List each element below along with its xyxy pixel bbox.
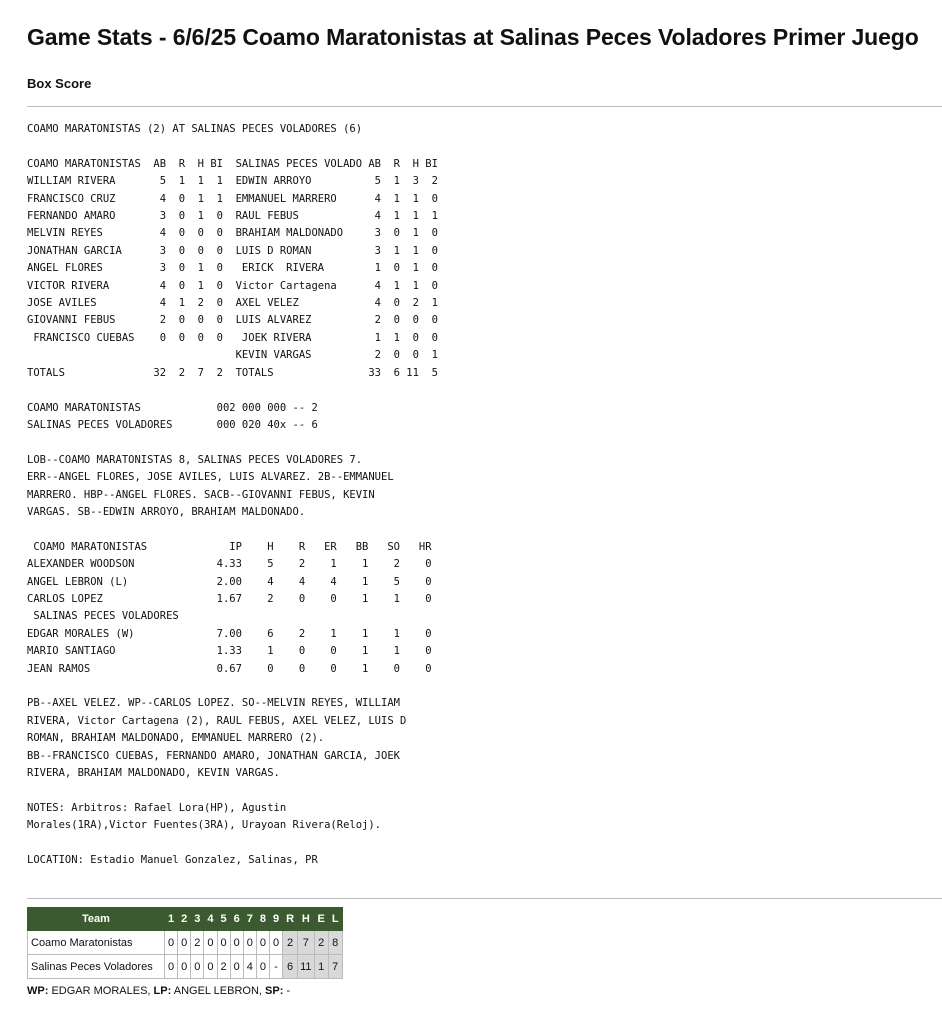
inning-score: 2 [217,955,230,979]
linescore-header-row [28,908,343,931]
sp-label: SP: [265,985,284,997]
linescore-team-name: Coamo Maratonistas [28,931,165,955]
box-score-line: JEAN RAMOS 0.67 0 0 0 1 0 0 [27,662,432,675]
linescore-col-header: 5 [217,908,230,931]
inning-score: 0 [204,955,217,979]
save-pitcher: - [286,985,291,997]
box-score-line: SALINAS PECES VOLADORES 000 020 40x -- 6 [27,418,318,431]
box-score-line: JOSE AVILES 4 1 2 0 AXEL VELEZ 4 0 2 1 [27,297,438,310]
linescore-col-header: 7 [243,908,256,931]
box-score-line: COAMO MARATONISTAS 002 000 000 -- 2 [27,401,318,414]
inning-score: 0 [230,955,243,979]
linescore-col-header: 8 [256,908,269,931]
box-score-line: VICTOR RIVERA 4 0 1 0 Victor Cartagena 4 1 1 0 [27,279,438,292]
page-title: Game Stats - 6/6/25 Coamo Maratonistas at Salinas Peces Voladores Primer Juego [27,24,919,50]
box-score-line: ROMAN, BRAHIAM MALDONADO, EMMANUEL MARRERO (2). [27,732,325,745]
linescore-col-header: H [298,908,314,931]
box-score-line: Morales(1RA),Victor Fuentes(3RA), Urayoan Rivera(Reloj). [27,819,382,832]
box-score-text [27,121,438,869]
box-score-line: WILLIAM RIVERA 5 1 1 1 EDWIN ARROYO 5 1 3 2 [27,175,438,188]
box-score-line: ALEXANDER WOODSON 4.33 5 2 1 1 2 0 [27,558,432,571]
inning-score: 4 [243,955,256,979]
box-score-line: BB--FRANCISCO CUEBAS, FERNANDO AMARO, JONATHAN GARCIA, JOEK [27,749,400,762]
box-score-line: CARLOS LOPEZ 1.67 2 0 0 1 1 0 [27,592,432,605]
left-on-base-total: 7 [328,955,342,979]
box-score-line: JONATHAN GARCIA 3 0 0 0 LUIS D ROMAN 3 1 1 0 [27,244,438,257]
linescore-col-header: L [328,908,342,931]
box-score-line: ANGEL LEBRON (L) 2.00 4 4 4 1 5 0 [27,575,432,588]
inning-score: 0 [165,955,178,979]
hits-total: 7 [298,931,314,955]
linescore-col-header: 9 [270,908,283,931]
runs-total: 6 [283,955,298,979]
inning-score: 0 [243,931,256,955]
inning-score: 0 [270,931,283,955]
box-score-line: NOTES: Arbitros: Rafael Lora(HP), Agustin [27,801,287,814]
hits-total: 11 [298,955,314,979]
winning-pitcher: EDGAR MORALES [51,985,148,997]
box-score-line: LOCATION: Estadio Manuel Gonzalez, Salinas, PR [27,854,318,867]
inning-score: 0 [178,955,191,979]
linescore-col-header: R [283,908,298,931]
box-score-line: COAMO MARATONISTAS IP H R ER BB SO HR [27,540,432,553]
errors-total: 2 [314,931,328,955]
box-score-line: GIOVANNI FEBUS 2 0 0 0 LUIS ALVAREZ 2 0 0 0 [27,314,438,327]
pitching-decisions: WP: EDGAR MORALES, LP: ANGEL LEBRON, SP: - [27,985,291,997]
inning-score: 0 [178,931,191,955]
box-score-line: SALINAS PECES VOLADORES [27,610,179,623]
box-score-line: ERR--ANGEL FLORES, JOSE AVILES, LUIS ALVAREZ. 2B--EMMANUEL [27,471,394,484]
box-score-line: VARGAS. SB--EDWIN ARROYO, BRAHIAM MALDONADO. [27,505,306,518]
linescore-col-header: 3 [191,908,204,931]
inning-score: 0 [230,931,243,955]
inning-score: 0 [217,931,230,955]
box-score-line: FRANCISCO CUEBAS 0 0 0 0 JOEK RIVERA 1 1 0 0 [27,331,438,344]
box-score-line: FERNANDO AMARO 3 0 1 0 RAUL FEBUS 4 1 1 1 [27,210,438,223]
wp-label: WP: [27,985,49,997]
inning-score: 0 [191,955,204,979]
box-score-line: ANGEL FLORES 3 0 1 0 ERICK RIVERA 1 0 1 0 [27,262,438,275]
box-score-line: MELVIN REYES 4 0 0 0 BRAHIAM MALDONADO 3 0 1 0 [27,227,438,240]
box-score-line: FRANCISCO CRUZ 4 0 1 1 EMMANUEL MARRERO 4 1 1 0 [27,192,438,205]
errors-total: 1 [314,955,328,979]
linescore-col-header: 4 [204,908,217,931]
box-score-line: MARIO SANTIAGO 1.33 1 0 0 1 1 0 [27,645,432,658]
linescore-col-header: 2 [178,908,191,931]
lp-label: LP: [153,985,172,997]
box-score-line: KEVIN VARGAS 2 0 0 1 [27,349,438,362]
box-score-line: LOB--COAMO MARATONISTAS 8, SALINAS PECES VOLADORES 7. [27,453,363,466]
box-score-line: RIVERA, BRAHIAM MALDONADO, KEVIN VARGAS. [27,767,280,780]
linescore-row [28,931,343,955]
inning-score: 0 [204,931,217,955]
box-score-line: COAMO MARATONISTAS (2) AT SALINAS PECES VOLADORES (6) [27,123,363,135]
linescore-table [27,907,343,979]
box-score-line: EDGAR MORALES (W) 7.00 6 2 1 1 1 0 [27,627,432,640]
linescore-col-header: E [314,908,328,931]
inning-score: 0 [256,955,269,979]
linescore-col-header: 6 [230,908,243,931]
divider-top [27,106,942,107]
box-score-line: PB--AXEL VELEZ. WP--CARLOS LOPEZ. SO--MELVIN REYES, WILLIAM [27,697,400,710]
linescore-col-header: 1 [165,908,178,931]
box-score-heading: Box Score [27,76,92,91]
linescore-row [28,955,343,979]
inning-score: 2 [191,931,204,955]
divider-bottom [27,898,942,899]
runs-total: 2 [283,931,298,955]
box-score-line: COAMO MARATONISTAS AB R H BI SALINAS PECES VOLADO AB R H BI [27,157,438,170]
box-score-line: RIVERA, Victor Cartagena (2), RAUL FEBUS, AXEL VELEZ, LUIS D [27,714,407,727]
inning-score: 0 [165,931,178,955]
inning-score: 0 [256,931,269,955]
box-score-line: TOTALS 32 2 7 2 TOTALS 33 6 11 5 [27,366,438,379]
left-on-base-total: 8 [328,931,342,955]
inning-score: - [270,955,283,979]
linescore-team-header: Team [28,908,165,931]
losing-pitcher: ANGEL LEBRON [173,985,259,997]
linescore-team-name: Salinas Peces Voladores [28,955,165,979]
box-score-line: MARRERO. HBP--ANGEL FLORES. SACB--GIOVANNI FEBUS, KEVIN [27,488,375,501]
